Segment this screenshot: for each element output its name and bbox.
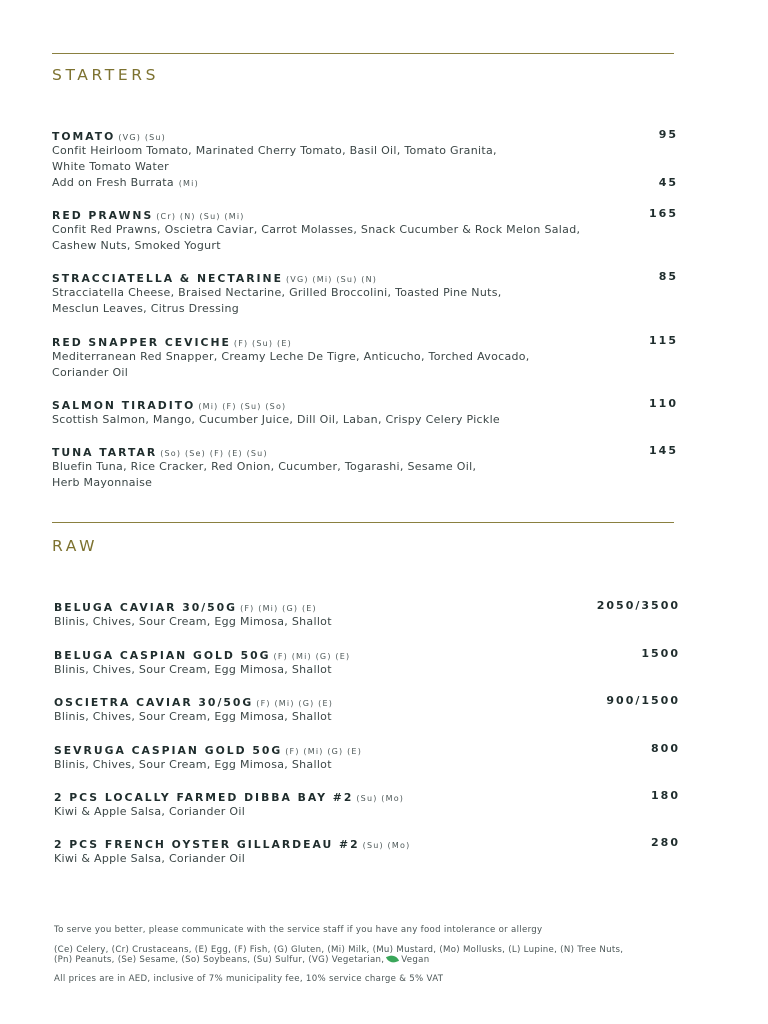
item-price: 2050/3500 <box>596 599 680 612</box>
vegan-label: Vegan <box>401 955 430 965</box>
allergen-legend-line-2: (Pn) Peanuts, (Se) Sesame, (So) Soybeans, (Su) Sulfur, (VG) Vegetarian, Vegan <box>54 955 430 965</box>
item-price: 1500 <box>641 647 680 660</box>
item-price: 280 <box>651 836 680 849</box>
addon-burrata <box>52 175 678 192</box>
item-name: TOMATO <box>52 130 116 143</box>
item-description: Bluefin Tuna, Rice Cracker, Red Onion, Cucumber, Togarashi, Sesame Oil, Herb Mayonnaise <box>52 460 477 489</box>
item-description: Blinis, Chives, Sour Cream, Egg Mimosa, Shallot <box>54 663 332 676</box>
menu-item-tomato <box>52 127 678 192</box>
item-description: Blinis, Chives, Sour Cream, Egg Mimosa, Shallot <box>54 710 332 723</box>
item-description: Mediterranean Red Snapper, Creamy Leche De Tigre, Anticucho, Torched Avocado, Coriander Oil <box>52 350 530 379</box>
item-name: RED PRAWNS <box>52 209 154 222</box>
item-name: OSCIETRA CAVIAR 30/50G <box>54 696 254 709</box>
menu-item-red-prawns <box>52 206 678 254</box>
starters-heading: STARTERS <box>52 66 160 84</box>
allergen-codes: (VG) (Su) <box>118 133 167 142</box>
item-price: 900/1500 <box>606 694 680 707</box>
item-name: 2 PCS FRENCH OYSTER GILLARDEAU #2 <box>54 838 360 851</box>
item-name: TUNA TARTAR <box>52 446 158 459</box>
menu-item-salmon-tiradito <box>52 396 678 428</box>
starters-top-rule <box>52 53 674 54</box>
item-description: Kiwi & Apple Salsa, Coriander Oil <box>54 852 246 865</box>
item-price: 180 <box>651 789 680 802</box>
menu-item-beluga-caspian-gold <box>54 646 680 678</box>
menu-item-sevruga-caspian-gold <box>54 741 680 773</box>
allergen-codes: (F) (Mi) (G) (E) <box>285 747 363 756</box>
item-name: BELUGA CAVIAR 30/50G <box>54 601 238 614</box>
allergen-codes: (F) (Su) (E) <box>233 339 292 348</box>
menu-item-beluga-caviar <box>54 598 680 630</box>
item-description: Confit Red Prawns, Oscietra Caviar, Carrot Molasses, Snack Cucumber & Rock Melon Salad, Cashew Nuts, Smoked Yogurt <box>52 223 581 252</box>
price-note: All prices are in AED, inclusive of 7% municipality fee, 10% service charge & 5% VAT <box>54 974 444 984</box>
item-description: Scottish Salmon, Mango, Cucumber Juice, Dill Oil, Laban, Crispy Celery Pickle <box>52 413 501 426</box>
menu-item-stracciatella <box>52 269 678 317</box>
item-price: 110 <box>649 397 678 410</box>
item-description: Blinis, Chives, Sour Cream, Egg Mimosa, Shallot <box>54 615 332 628</box>
item-price: 95 <box>658 128 678 141</box>
allergen-codes: (VG) (Mi) (Su) (N) <box>285 275 378 284</box>
item-description: Stracciatella Cheese, Braised Nectarine, Grilled Broccolini, Toasted Pine Nuts, Mesclun Leaves, Citrus Dressing <box>52 286 502 315</box>
raw-top-rule <box>52 522 674 523</box>
leaf-icon <box>386 953 399 964</box>
raw-heading: RAW <box>52 537 99 555</box>
item-name: BELUGA CASPIAN GOLD 50G <box>54 649 271 662</box>
item-description: Kiwi & Apple Salsa, Coriander Oil <box>54 805 246 818</box>
allergen-codes: (F) (Mi) (G) (E) <box>273 652 351 661</box>
item-name: RED SNAPPER CEVICHE <box>52 336 231 349</box>
allergen-codes: (F) (Mi) (G) (E) <box>240 604 317 613</box>
item-price: 115 <box>649 334 678 347</box>
allergen-legend <box>54 945 678 965</box>
menu-item-gillardeau-oyster <box>54 835 680 867</box>
allergen-codes: (Mi) (F) (Su) (So) <box>198 402 287 411</box>
menu-item-red-snapper-ceviche <box>52 333 678 381</box>
allergen-legend-line-1: (Ce) Celery, (Cr) Crustaceans, (E) Egg, (F) Fish, (G) Gluten, (Mi) Milk, (Mu) Mustard, (Mo) Mollusks, (L) Lupine, (N) Tree Nuts, <box>54 945 624 955</box>
addon-codes: (Mi) <box>178 179 199 188</box>
allergen-codes: (Su) (Mo) <box>356 794 405 803</box>
item-name: 2 PCS LOCALLY FARMED DIBBA BAY #2 <box>54 791 354 804</box>
menu-item-tuna-tartar <box>52 443 678 491</box>
menu-item-dibba-bay-oyster <box>54 788 680 820</box>
item-name: SEVRUGA CASPIAN GOLD 50G <box>54 744 283 757</box>
item-price: 145 <box>649 444 678 457</box>
item-description: Confit Heirloom Tomato, Marinated Cherry Tomato, Basil Oil, Tomato Granita, White Tomato Water <box>52 144 497 173</box>
allergen-codes: (F) (Mi) (G) (E) <box>256 699 334 708</box>
intolerance-note: To serve you better, please communicate with the service staff if you have any food intolerance or allergy <box>54 925 543 935</box>
item-name: STRACCIATELLA & NECTARINE <box>52 272 283 285</box>
item-price: 800 <box>651 742 680 755</box>
allergen-codes: (Cr) (N) (Su) (Mi) <box>156 212 245 221</box>
addon-price: 45 <box>658 176 678 189</box>
item-price: 165 <box>649 207 678 220</box>
allergen-codes: (Su) (Mo) <box>362 841 411 850</box>
item-name: SALMON TIRADITO <box>52 399 196 412</box>
item-price: 85 <box>658 270 678 283</box>
item-description: Blinis, Chives, Sour Cream, Egg Mimosa, Shallot <box>54 758 332 771</box>
addon-text: Add on Fresh Burrata <box>52 176 174 189</box>
menu-item-oscietra-caviar <box>54 693 680 725</box>
allergen-codes: (So) (Se) (F) (E) (Su) <box>160 449 268 458</box>
